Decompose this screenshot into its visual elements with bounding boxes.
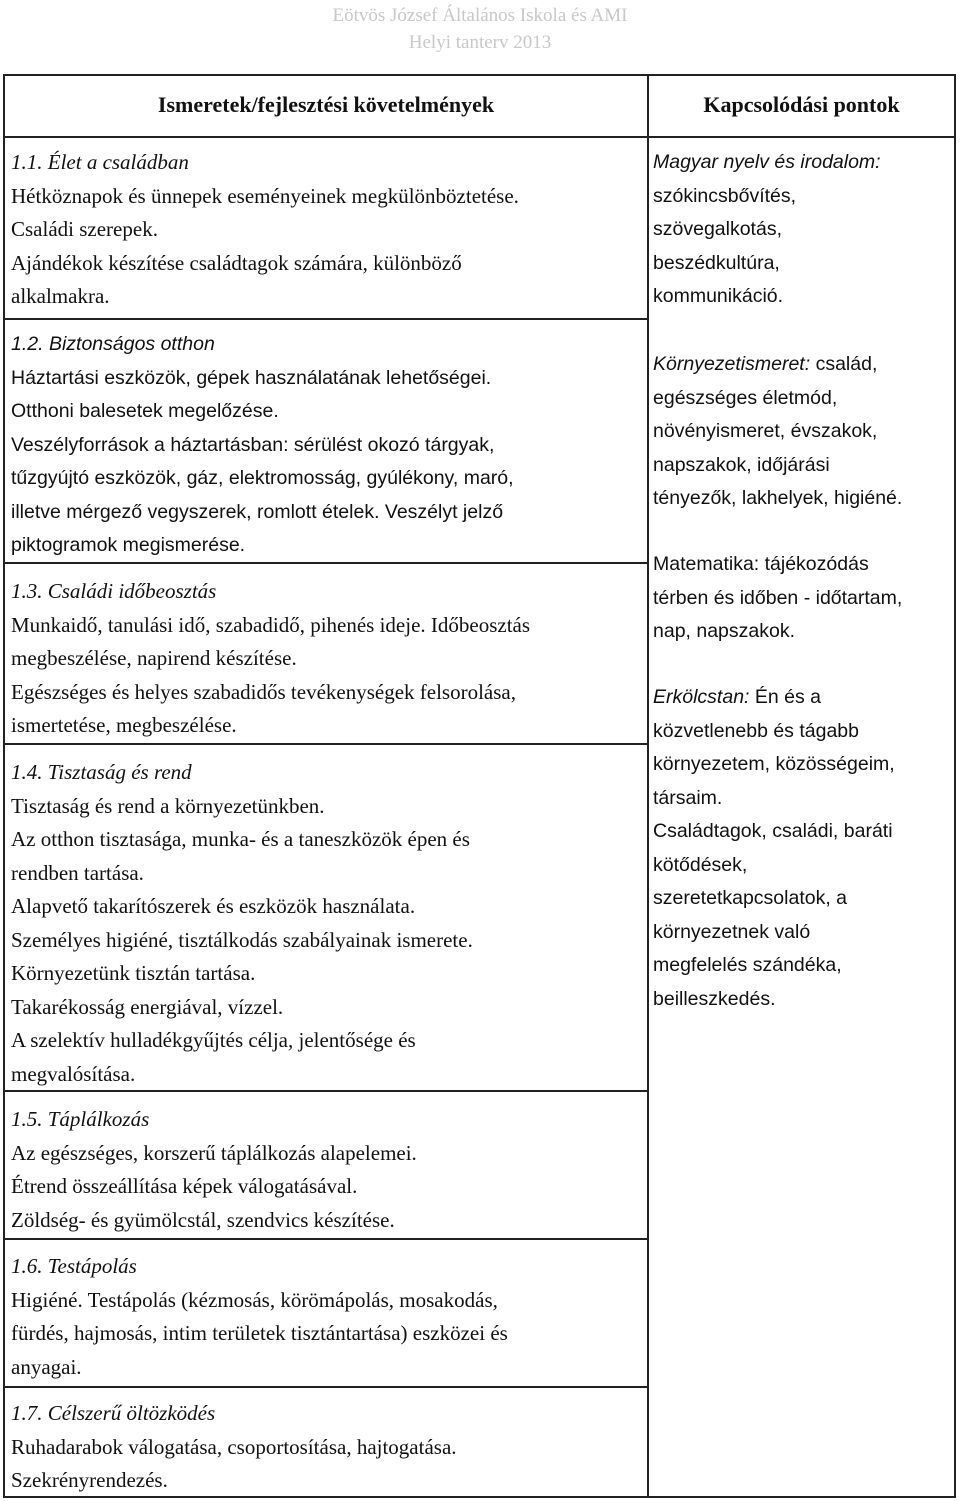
link-line: térben és időben - időtartam,	[653, 586, 903, 609]
link-line: környezetem, közösségeim,	[653, 753, 895, 775]
page-header	[0, 2, 960, 56]
link-line: kommunikáció.	[653, 285, 784, 307]
link-environment	[653, 348, 953, 516]
link-line: beszédkultúra,	[653, 251, 780, 274]
section-1-5	[11, 1103, 641, 1237]
curriculum-name: Helyi tanterv 2013	[408, 32, 552, 53]
section-line: Egészséges és helyes szabadidős tevékenységek felsorolása,	[11, 679, 516, 704]
link-ethics	[653, 681, 953, 1016]
link-line: környezetnek való	[653, 920, 811, 943]
link-line: napszakok, időjárási	[653, 453, 830, 476]
section-line: Takarékosság energiával, vízzel.	[11, 994, 284, 1019]
section-line: Alapvető takarítószerek és eszközök használata.	[11, 894, 416, 918]
row-divider	[3, 743, 647, 745]
link-hungarian	[653, 146, 953, 314]
link-line: növényismeret, évszakok,	[653, 420, 878, 442]
section-title: 1.5. Táplálkozás	[11, 1107, 150, 1131]
section-line: megbeszélése, napirend készítése.	[11, 646, 297, 670]
section-line: Környezetünk tisztán tartása.	[11, 961, 256, 985]
section-1-4	[11, 756, 641, 1091]
link-line: egészséges életmód,	[653, 386, 838, 409]
row-divider	[3, 1238, 647, 1240]
section-line: Zöldség- és gyümölcstál, szendvics készítése.	[11, 1207, 395, 1232]
section-line: Háztartási eszközök, gépek használatának lehetőségei.	[11, 366, 492, 389]
link-line: szeretetkapcsolatok, a	[653, 887, 848, 909]
section-line: Munkaidő, tanulási idő, szabadidő, pihenés ideje. Időbeosztás	[11, 612, 531, 637]
link-line: szókincsbővítés,	[653, 184, 797, 207]
link-math	[653, 548, 953, 649]
section-line: Az egészséges, korszerű táplálkozás alapelemei.	[11, 1140, 417, 1165]
section-line: Ajándékok készítése családtagok számára, különböző	[11, 250, 462, 275]
link-lead: Környezetismeret:	[653, 353, 811, 375]
school-name: Eötvös József Általános Iskola és AMI	[332, 5, 628, 26]
section-1-1	[11, 146, 641, 314]
section-line: illetve mérgező vegyszerek, romlott ételek. Veszélyt jelző	[11, 500, 504, 523]
section-line: tűzgyújtó eszközök, gáz, elektromosság, gyúlékony, maró,	[11, 467, 514, 489]
section-line: rendben tartása.	[11, 860, 144, 885]
link-line: társaim.	[653, 786, 723, 809]
row-divider	[3, 318, 647, 320]
section-line: Az otthon tisztasága, munka- és a taneszközök épen és	[11, 827, 470, 851]
section-line: piktogramok megismerése.	[11, 534, 246, 556]
section-line: megvalósítása.	[11, 1061, 136, 1086]
section-1-2	[11, 328, 641, 563]
link-line: megfelelés szándéka,	[653, 954, 842, 976]
link-line: szövegalkotás,	[653, 218, 782, 240]
link-lead: Magyar nyelv és irodalom:	[653, 151, 881, 173]
section-line: Tisztaság és rend a környezetünkben.	[11, 793, 325, 818]
link-line: tényezők, lakhelyek, higiéné.	[653, 487, 903, 509]
section-line: anyagai.	[11, 1354, 82, 1379]
link-lead: Erkölcstan:	[653, 686, 750, 708]
header-row-divider	[3, 136, 956, 138]
row-divider	[3, 1386, 647, 1388]
column-header-connections: Kapcsolódási pontok	[703, 92, 900, 117]
section-title: 1.7. Célszerű öltözködés	[11, 1401, 216, 1425]
section-line: A szelektív hulladékgyűjtés célja, jelentősége és	[11, 1028, 416, 1052]
section-1-3	[11, 575, 641, 743]
section-line: Otthoni balesetek megelőzése.	[11, 400, 279, 422]
section-line: fürdés, hajmosás, intim területek tisztántartása) eszközei és	[11, 1321, 508, 1345]
section-line: Étrend összeállítása képek válogatásával.	[11, 1174, 358, 1198]
link-line: közvetlenebb és tágabb	[653, 719, 859, 742]
section-line: alkalmakra.	[11, 284, 110, 308]
section-title: 1.3. Családi időbeosztás	[11, 579, 217, 603]
section-title: 1.6. Testápolás	[11, 1254, 137, 1278]
section-title: 1.2. Biztonságos otthon	[11, 333, 215, 355]
section-title: 1.1. Élet a családban	[11, 150, 189, 174]
section-line: Személyes higiéné, tisztálkodás szabályainak ismerete.	[11, 927, 473, 952]
link-lead-rest: Én és a	[749, 686, 821, 708]
link-line: beilleszkedés.	[653, 987, 776, 1010]
column-divider	[647, 74, 649, 1498]
link-line: nap, napszakok.	[653, 620, 796, 642]
section-line: Higiéné. Testápolás (kézmosás, körömápolás, mosakodás,	[11, 1287, 498, 1312]
link-lead-rest: család,	[810, 353, 878, 375]
link-line: Családtagok, családi, baráti	[653, 820, 893, 842]
section-title: 1.4. Tisztaság és rend	[11, 760, 192, 784]
section-line: Szekrényrendezés.	[11, 1468, 168, 1492]
section-line: Családi szerepek.	[11, 217, 158, 241]
column-header-requirements: Ismeretek/fejlesztési követelmények	[157, 92, 495, 117]
section-1-6	[11, 1250, 641, 1384]
link-line: kötődések,	[653, 853, 748, 876]
link-lead-rest: Matematika: tájékozódás	[653, 553, 869, 575]
section-line: Ruhadarabok válogatása, csoportosítása, hajtogatása.	[11, 1434, 457, 1459]
section-1-7	[11, 1397, 641, 1498]
section-line: Veszélyforrások a háztartásban: sérülést okozó tárgyak,	[11, 433, 495, 456]
section-line: Hétköznapok és ünnepek eseményeinek megkülönböztetése.	[11, 183, 519, 208]
section-line: ismertetése, megbeszélése.	[11, 713, 237, 737]
